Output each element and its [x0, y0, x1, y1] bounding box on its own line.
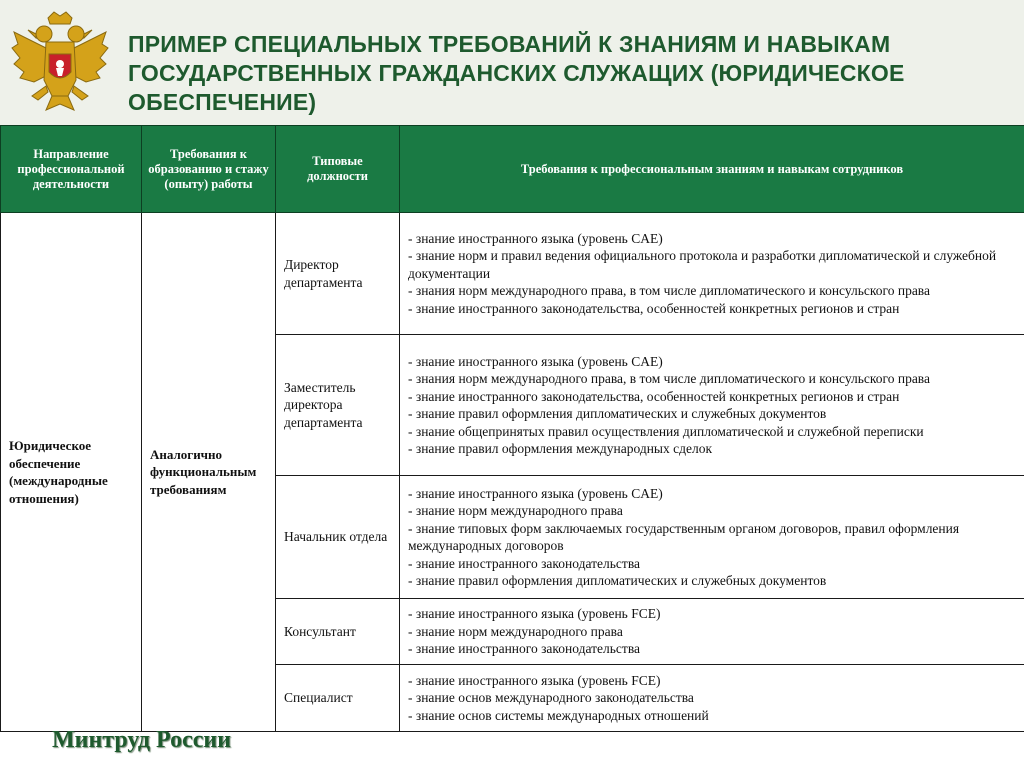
coat-of-arms-icon: [10, 10, 110, 118]
requirement-item: - знание норм международного права: [408, 623, 623, 639]
requirement-item: - знание иностранного языка (уровень CAE): [408, 230, 663, 246]
slide-header: [0, 0, 1024, 125]
requirement-item: - знание иностранного законодательства, особенностей конкретных регионов и стран: [408, 300, 900, 316]
requirements-cell: [400, 599, 1024, 665]
requirement-item: - знание иностранного языка (уровень FCE): [408, 672, 661, 688]
requirement-item: - знание основ системы международных отношений: [408, 707, 709, 723]
header-positions: Типовые должности: [276, 126, 400, 213]
requirement-item: - знание иностранного языка (уровень CAE): [408, 485, 663, 501]
requirement-item: - знание иностранного языка (уровень FCE): [408, 606, 661, 622]
requirement-item: - знание иностранного языка (уровень CAE): [408, 353, 663, 369]
requirement-item: - знание основ международного законодательства: [408, 690, 694, 706]
requirement-item: - знания норм международного права, в том числе дипломатического и консульского права: [408, 371, 930, 386]
footer-logo-text: Минтруд России: [52, 727, 232, 753]
page-title: ПРИМЕР СПЕЦИАЛЬНЫХ ТРЕБОВАНИЙ К ЗНАНИЯМ И НАВЫКАМ ГОСУДАРСТВЕННЫХ ГРАЖДАНСКИХ СЛУЖАЩИХ (ЮРИДИЧЕСКОЕ ОБЕСПЕЧЕНИЕ): [128, 31, 905, 115]
requirement-item: - знание иностранного законодательства: [408, 641, 641, 657]
table-row: [1, 213, 1024, 335]
table-header-row: [1, 126, 1024, 213]
position-cell: Заместитель директора департамента: [276, 335, 400, 476]
requirement-item: - знание правил оформления дипломатических и служебных документов: [408, 406, 827, 421]
direction-cell: Юридическое обеспечение (международные отношения): [1, 213, 142, 732]
requirements-cell: [400, 213, 1024, 335]
position-cell: Специалист: [276, 665, 400, 732]
requirements-cell: [400, 665, 1024, 732]
header-education: Требования к образованию и стажу (опыту) работы: [142, 126, 276, 213]
position-cell: Начальник отдела: [276, 476, 400, 599]
requirements-cell: [400, 476, 1024, 599]
requirement-item: - знание правил оформления международных сделок: [408, 441, 713, 456]
header-requirements: Требования к профессиональным знаниям и навыкам сотрудников: [400, 126, 1024, 213]
requirement-item: - знание иностранного законодательства, особенностей конкретных регионов и стран: [408, 388, 900, 404]
education-cell: Аналогично функциональным требованиям: [142, 213, 276, 732]
requirement-item: - знания норм международного права, в том числе дипломатического и консульского права: [408, 283, 930, 299]
requirement-item: - знание иностранного законодательства: [408, 555, 641, 571]
header-direction: Направление профессиональной деятельности: [1, 126, 142, 213]
position-cell: Директор департамента: [276, 213, 400, 335]
requirement-item: - знание типовых форм заключаемых государственным органом договоров, правил оформления международных договоров: [408, 520, 960, 553]
position-cell: Консультант: [276, 599, 400, 665]
requirements-cell: [400, 335, 1024, 476]
requirement-item: - знание норм международного права: [408, 503, 623, 518]
requirement-item: - знание норм и правил ведения официального протокола и разработки дипломатической и служебной документации: [408, 248, 997, 281]
requirement-item: - знание правил оформления дипломатических и служебных документов: [408, 573, 827, 588]
requirement-item: - знание общепринятых правил осуществления дипломатической и служебной переписки: [408, 423, 924, 439]
requirements-table: [0, 125, 1024, 732]
